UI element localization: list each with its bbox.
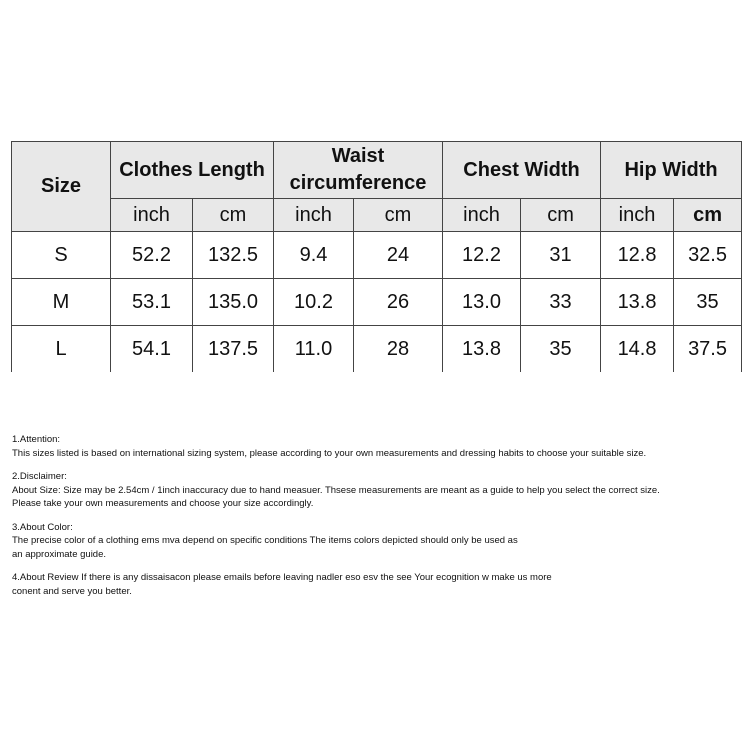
table-cell: 9.4 bbox=[274, 232, 354, 279]
unit-header: cm bbox=[193, 199, 274, 232]
size-chart-table bbox=[11, 141, 742, 372]
waist-circumference-header: Waist circumference bbox=[274, 142, 443, 199]
header-unit-row bbox=[12, 199, 742, 232]
table-cell: 35 bbox=[521, 326, 601, 373]
table-row bbox=[12, 279, 742, 326]
size-cell: L bbox=[12, 326, 111, 373]
note-line: conent and serve you better. bbox=[12, 585, 132, 597]
table-cell: 28 bbox=[354, 326, 443, 373]
attention-note bbox=[12, 433, 748, 460]
unit-header: inch bbox=[601, 199, 674, 232]
table-cell: 14.8 bbox=[601, 326, 674, 373]
size-column-header: Size bbox=[12, 142, 111, 232]
table-cell: 13.8 bbox=[443, 326, 521, 373]
table-cell: 13.0 bbox=[443, 279, 521, 326]
review-note bbox=[12, 571, 748, 598]
color-note bbox=[12, 521, 748, 562]
table-cell: 10.2 bbox=[274, 279, 354, 326]
unit-header: inch bbox=[111, 199, 193, 232]
note-line: About Size: Size may be 2.54cm / 1inch inaccuracy due to hand measuer. Thsese measurements are meant as a guide to help you select the correct size. bbox=[12, 484, 660, 496]
table-cell: 52.2 bbox=[111, 232, 193, 279]
note-heading: 1.Attention: bbox=[12, 434, 61, 445]
note-line: an approximate guide. bbox=[12, 548, 107, 560]
note-line: The precise color of a clothing ems mva depend on specific conditions The items colors depicted should only be used as bbox=[12, 535, 518, 546]
table-cell: 12.8 bbox=[601, 232, 674, 279]
note-heading: 2.Disclaimer: bbox=[12, 471, 67, 482]
note-line: Please take your own measurements and choose your size accordingly. bbox=[12, 498, 314, 509]
disclaimer-note bbox=[12, 470, 748, 511]
table-cell: 32.5 bbox=[674, 232, 742, 279]
unit-header: inch bbox=[274, 199, 354, 232]
unit-header: cm bbox=[674, 199, 742, 232]
table-cell: 24 bbox=[354, 232, 443, 279]
table-cell: 35 bbox=[674, 279, 742, 326]
table-cell: 11.0 bbox=[274, 326, 354, 373]
size-cell: S bbox=[12, 232, 111, 279]
table-cell: 26 bbox=[354, 279, 443, 326]
hip-width-header: Hip Width bbox=[601, 142, 742, 199]
unit-header: cm bbox=[354, 199, 443, 232]
note-line: 4.About Review If there is any dissaisacon please emails before leaving nadler eso esv the see Your ecognition w make us more bbox=[12, 572, 552, 583]
table-cell: 135.0 bbox=[193, 279, 274, 326]
size-cell: M bbox=[12, 279, 111, 326]
table-cell: 37.5 bbox=[674, 326, 742, 373]
table-row bbox=[12, 232, 742, 279]
table-cell: 53.1 bbox=[111, 279, 193, 326]
table-cell: 132.5 bbox=[193, 232, 274, 279]
notes-section bbox=[12, 433, 748, 608]
unit-header: inch bbox=[443, 199, 521, 232]
header-group-row bbox=[12, 142, 742, 199]
note-heading: 3.About Color: bbox=[12, 521, 73, 533]
note-line: This sizes listed is based on international sizing system, please according to your own measurements and dressing habits to choose your suitable size. bbox=[12, 447, 647, 459]
table-cell: 13.8 bbox=[601, 279, 674, 326]
table-cell: 54.1 bbox=[111, 326, 193, 373]
table-cell: 137.5 bbox=[193, 326, 274, 373]
table-cell: 31 bbox=[521, 232, 601, 279]
table-cell: 12.2 bbox=[443, 232, 521, 279]
clothes-length-header: Clothes Length bbox=[111, 142, 274, 199]
unit-header: cm bbox=[521, 199, 601, 232]
table-cell: 33 bbox=[521, 279, 601, 326]
table-row bbox=[12, 326, 742, 373]
chest-width-header: Chest Width bbox=[443, 142, 601, 199]
